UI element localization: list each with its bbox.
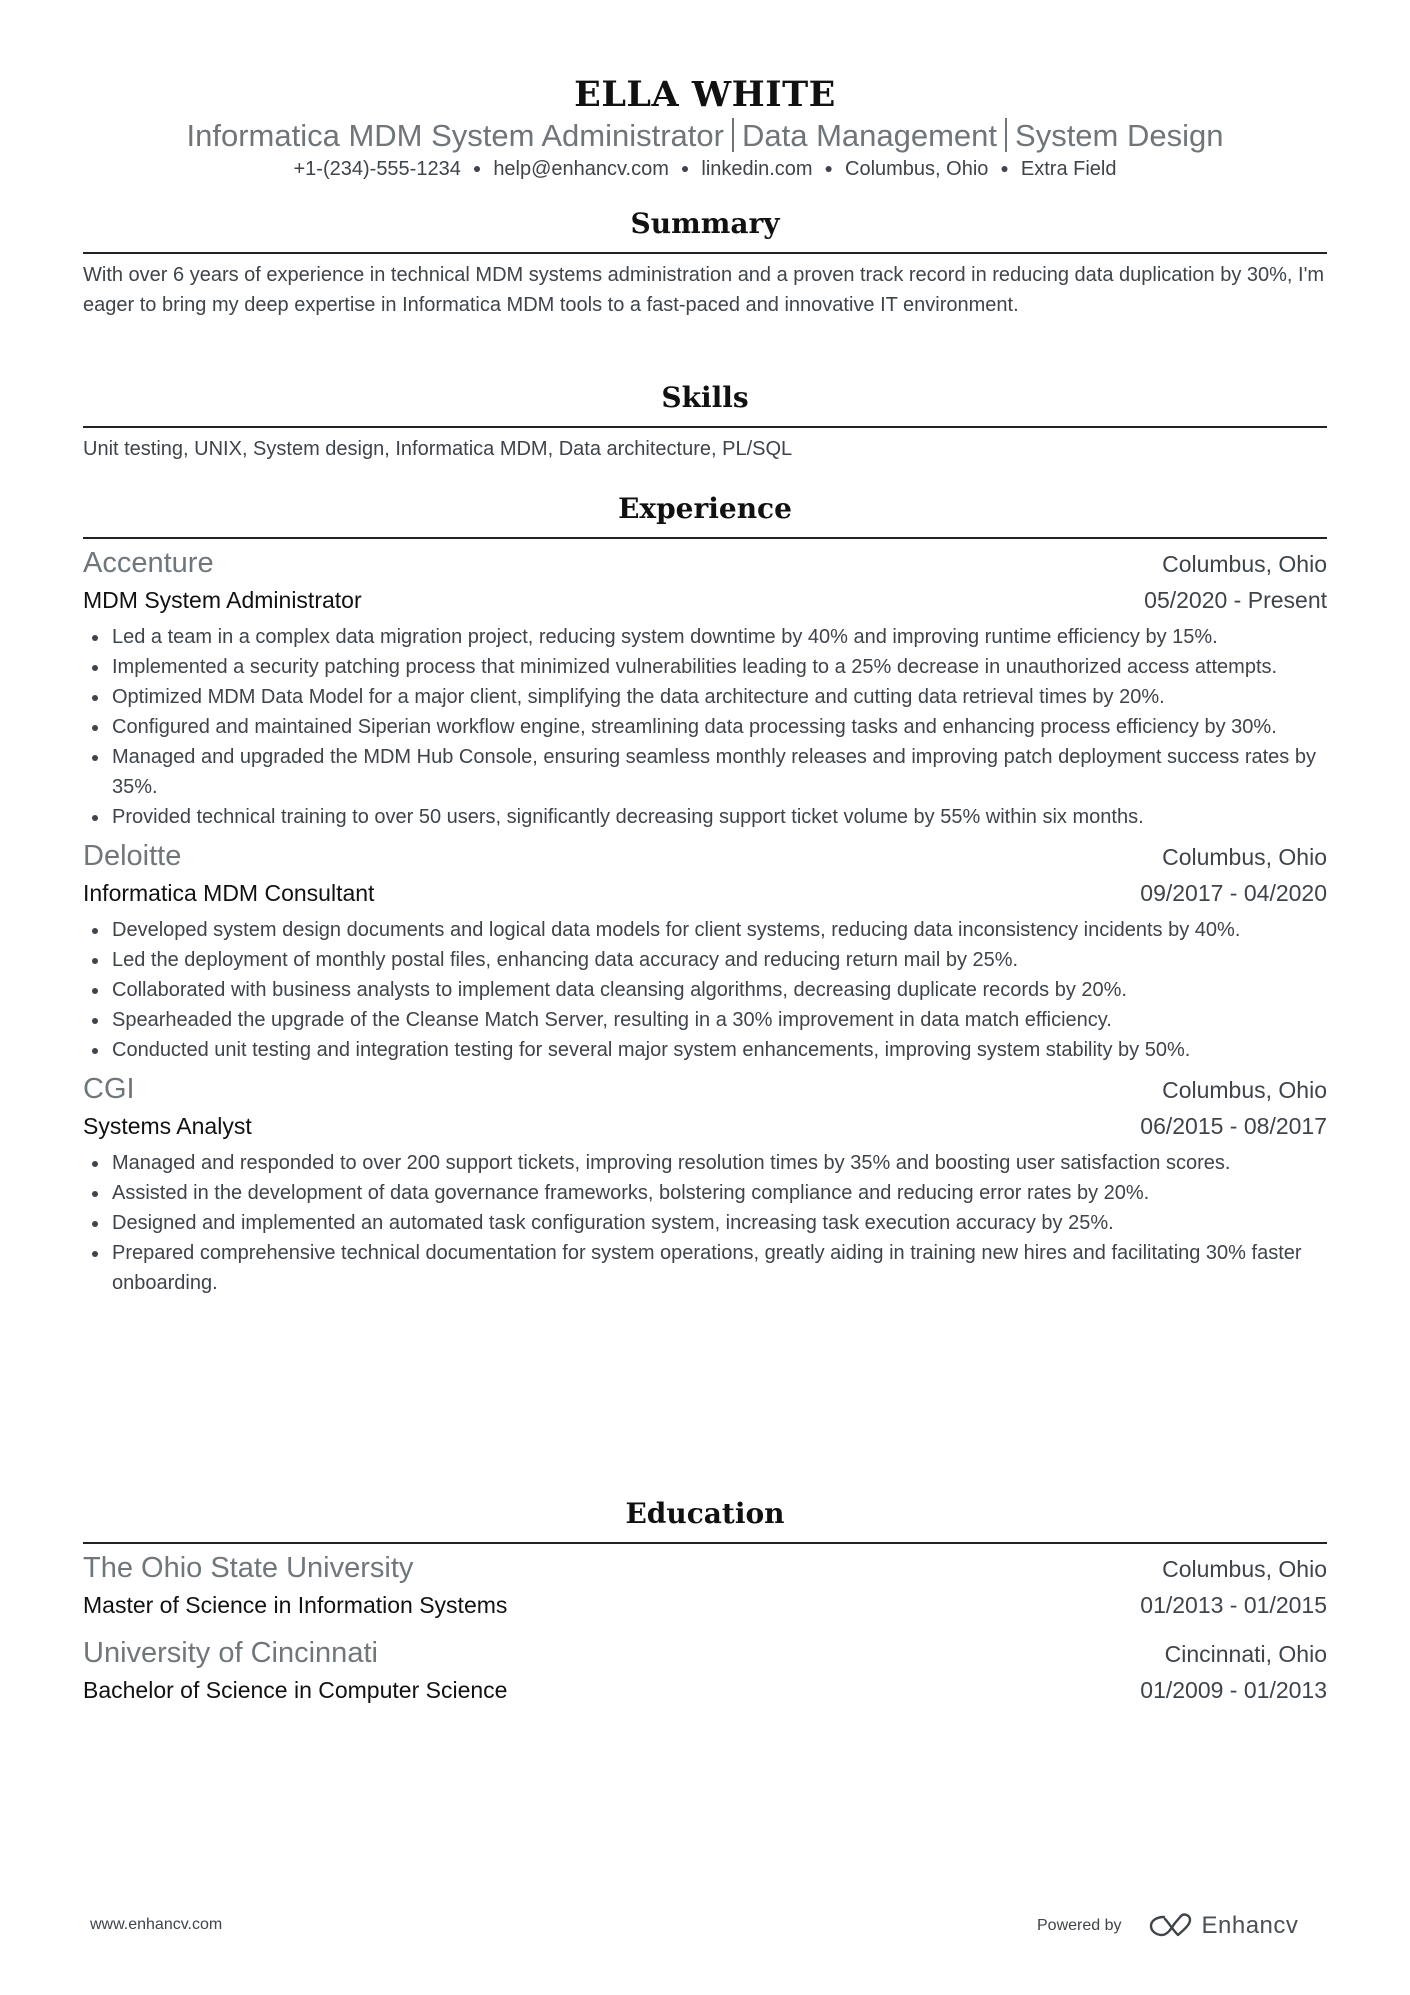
phone: +1-(234)-555-1234 — [293, 158, 461, 180]
achievement-item: Configured and maintained Siperian workflow engine, streamlining data processing tasks and enhancing process efficiency by 30%. — [83, 712, 1327, 742]
enhancv-brand-name: Enhancv — [1201, 1912, 1299, 1939]
experience-section — [83, 489, 1327, 1298]
job-dates: 09/2017 - 04/2020 — [1140, 880, 1327, 906]
achievement-list — [83, 915, 1327, 1065]
footer-website-link[interactable]: www.enhancv.com — [90, 1916, 223, 1933]
section-divider — [83, 426, 1327, 428]
section-title: Summary — [630, 207, 780, 240]
bullet-separator: ● — [1000, 160, 1009, 176]
achievement-item: Provided technical training to over 50 users, significantly decreasing support ticket volume by 55% within six months. — [83, 802, 1327, 832]
education-dates: 01/2013 - 01/2015 — [1140, 1592, 1327, 1618]
experience-entry — [83, 838, 1327, 1065]
section-divider — [83, 537, 1327, 539]
achievement-item: Managed and upgraded the MDM Hub Console, ensuring seamless monthly releases and improving patch deployment success rates by 35%. — [83, 742, 1327, 802]
section-title: Education — [625, 1497, 785, 1530]
job-dates: 06/2015 - 08/2017 — [1140, 1113, 1327, 1139]
skills-section — [83, 378, 1327, 464]
candidate-name: ELLA WHITE — [574, 74, 836, 115]
degree: Master of Science in Information Systems — [83, 1592, 508, 1618]
achievement-item: Conducted unit testing and integration testing for several major system enhancements, improving system stability by 50%. — [83, 1035, 1327, 1065]
summary-section — [83, 204, 1327, 320]
bullet-separator: ● — [824, 160, 834, 176]
extra-field: Extra Field — [1020, 158, 1117, 180]
powered-by-label: Powered by — [1037, 1917, 1122, 1934]
education-dates: 01/2009 - 01/2013 — [1140, 1677, 1327, 1703]
education-entry — [83, 1550, 1327, 1623]
school-name: University of Cincinnati — [83, 1637, 378, 1669]
achievement-item: Led a team in a complex data migration project, reducing system downtime by 40% and improving runtime efficiency by 15%. — [83, 622, 1327, 652]
headline-part: Informatica MDM System Administrator — [186, 118, 724, 153]
school-name: The Ohio State University — [83, 1552, 414, 1584]
education-section — [83, 1494, 1327, 1708]
experience-entry — [83, 1071, 1327, 1298]
section-divider — [83, 1542, 1327, 1544]
enhancv-logo-icon — [1148, 1913, 1194, 1939]
achievement-item: Prepared comprehensive technical documentation for system operations, greatly aiding in training new hires and facilitating 30% faster onboarding. — [83, 1238, 1327, 1298]
linkedin-link[interactable]: linkedin.com — [701, 158, 813, 180]
achievement-list — [83, 622, 1327, 832]
headline-part: System Design — [1015, 118, 1224, 153]
resume-header — [83, 74, 1327, 181]
powered-by-badge[interactable] — [1037, 1912, 1298, 1940]
job-dates: 05/2020 - Present — [1144, 587, 1327, 613]
school-location: Cincinnati, Ohio — [1164, 1641, 1327, 1667]
email-link[interactable]: help@enhancv.com — [493, 158, 669, 180]
section-divider — [83, 252, 1327, 254]
company-name: CGI — [83, 1073, 135, 1105]
achievement-item: Managed and responded to over 200 support tickets, improving resolution times by 35% and boosting user satisfaction scores. — [83, 1148, 1327, 1178]
headline-divider — [1005, 118, 1007, 152]
degree: Bachelor of Science in Computer Science — [83, 1677, 508, 1703]
job-location: Columbus, Ohio — [1162, 844, 1327, 870]
experience-entry — [83, 545, 1327, 832]
bullet-separator: ● — [680, 160, 690, 176]
contact-row — [83, 156, 1327, 181]
achievement-item: Collaborated with business analysts to implement data cleansing algorithms, decreasing duplicate records by 20%. — [83, 975, 1327, 1005]
company-name: Deloitte — [83, 840, 182, 872]
headline-divider — [732, 118, 734, 152]
job-title: Systems Analyst — [83, 1113, 252, 1139]
achievement-item: Optimized MDM Data Model for a major client, simplifying the data architecture and cutting data retrieval times by 20%. — [83, 682, 1327, 712]
section-title: Experience — [618, 492, 792, 525]
achievement-item: Designed and implemented an automated task configuration system, increasing task execution accuracy by 25%. — [83, 1208, 1327, 1238]
school-location: Columbus, Ohio — [1162, 1556, 1327, 1582]
achievement-item: Spearheaded the upgrade of the Cleanse Match Server, resulting in a 30% improvement in data match efficiency. — [83, 1005, 1327, 1035]
job-title: MDM System Administrator — [83, 587, 362, 613]
job-location: Columbus, Ohio — [1162, 1077, 1327, 1103]
summary-text: With over 6 years of experience in technical MDM systems administration and a proven track record in reducing data duplication by 30%, I'm eager to bring my deep expertise in Informatica MDM tools to a fast-paced and innovative IT environment. — [83, 264, 1325, 316]
headline — [83, 116, 1327, 156]
skills-list: Unit testing, UNIX, System design, Informatica MDM, Data architecture, PL/SQL — [83, 438, 793, 460]
job-location: Columbus, Ohio — [1162, 551, 1327, 577]
achievement-list — [83, 1148, 1327, 1298]
achievement-item: Developed system design documents and logical data models for client systems, reducing data inconsistency incidents by 40%. — [83, 915, 1327, 945]
achievement-item: Implemented a security patching process that minimized vulnerabilities leading to a 25% decrease in unauthorized access attempts. — [83, 652, 1327, 682]
section-title: Skills — [661, 381, 749, 414]
job-title: Informatica MDM Consultant — [83, 880, 375, 906]
company-name: Accenture — [83, 547, 214, 579]
achievement-item: Led the deployment of monthly postal files, enhancing data accuracy and reducing return mail by 25%. — [83, 945, 1327, 975]
education-entry — [83, 1635, 1327, 1708]
headline-part: Data Management — [741, 118, 998, 153]
achievement-item: Assisted in the development of data governance frameworks, bolstering compliance and reducing error rates by 20%. — [83, 1178, 1327, 1208]
bullet-separator: ● — [472, 160, 482, 176]
location: Columbus, Ohio — [845, 158, 989, 180]
